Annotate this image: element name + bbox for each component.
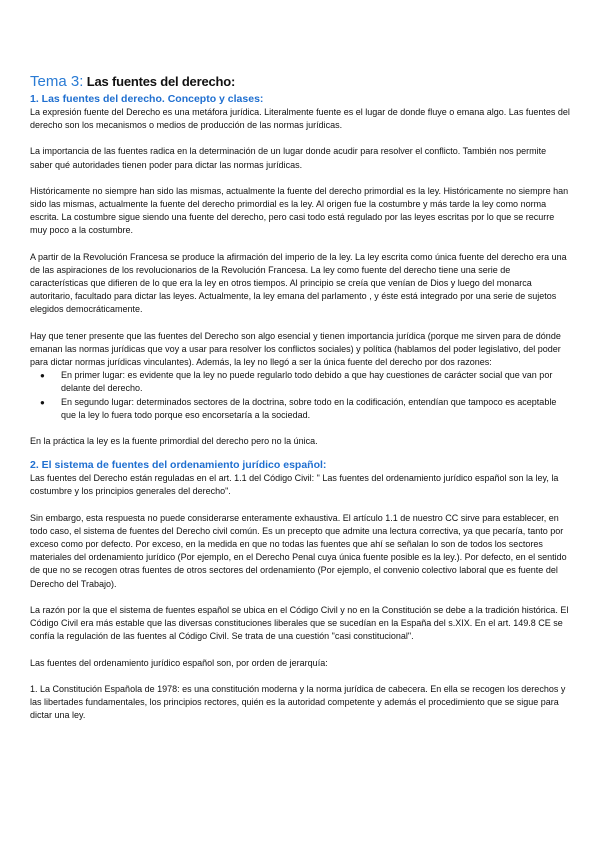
list-item — [30, 396, 570, 422]
bullet-icon: ● — [40, 371, 45, 381]
list-item-text: En segundo lugar: determinados sectores de la doctrina, sobre todo en la codificación, entendían que tampoco es aceptable que la ley lo fuera todo porque eso encorsetaría a la sociedad. — [61, 396, 557, 420]
section-1-heading: 1. Las fuentes del derecho. Concepto y clases: — [30, 93, 264, 105]
section-1-paragraph-1: La expresión fuente del Derecho es una metáfora jurídica. Literalmente fuente es el lugar de donde fluye o emana algo. Las fuentes del derecho son los mecanismos o medios de producción de las normas jurídicas. — [30, 107, 570, 131]
section-1-paragraph-3: Históricamente no siempre han sido las mismas, actualmente la fuente del derecho primordial es la ley. Históricamente no siempre han sido las mismas, actualmente la fuente del derecho primordial es la ley. Al origen fue la costumbre y más tarde la ley como norma escrita. La costumbre sigue siendo una fuente del derecho, pero casi todo está regulado por las leyes escritas por lo que se recurre muy poco a la costumbre. — [30, 185, 569, 236]
reasons-list — [30, 369, 570, 422]
page-title — [30, 72, 570, 91]
section-2-paragraph-5: 1. La Constitución Española de 1978: es una constitución moderna y la norma jurídica de cabecera. En ella se recogen los derechos y las libertades fundamentales, los principios rectores, quién es la autoridad competente y además el procedimiento que se sigue para dictar una ley. — [30, 683, 566, 721]
section-2-paragraph-4: Las fuentes del ordenamiento jurídico español son, por orden de jerarquía: — [30, 657, 328, 668]
section-2-heading: 2. El sistema de fuentes del ordenamiento jurídico español: — [30, 459, 327, 472]
bullet-icon: ● — [40, 397, 45, 407]
list-item-text: En primer lugar: es evidente que la ley no puede regularlo todo debido a que hay cuestiones de carácter social que van por delante del derecho. — [61, 370, 553, 394]
section-2-paragraph-2: Sin embargo, esta respuesta no puede considerarse enteramente exhaustiva. El artículo 1.1 de nuestro CC sirve para establecer, en todo caso, el sistema de fuentes del Derecho civil común. Es un precepto que admite una lectura correctiva, ya que pecaría, tanto por exceso como por defecto. Por exceso, en la medida en que no todas las fuentes que ahí se señalan lo son de todos los sectores materiales del ordenamiento jurídico (Por ejemplo, en el Derecho Penal cuya única fuente posible es la ley.). Por defecto, en el sentido de que no se recogen otras fuentes de otros sectores del ordenamiento (Por ejemplo, el convenio colectivo laboral que es fuente del Derecho del Trabajo). — [30, 512, 567, 589]
section-1-paragraph-4: A partir de la Revolución Francesa se produce la afirmación del imperio de la ley. La ley escrita como única fuente del derecho era una de las aspiraciones de los revolucionarios de la Revolución Francesa. La ley como fuente del derecho tiene una serie de características que difieren de lo que era la ley en otros tiempos. Al principio se creía que venían de Dios y luego del monarca autoritario, facultado para dictar las leyes. Actualmente, la ley emana del parlamento , y éste está integrado por una serie de sujetos elegidos democráticamente. — [30, 251, 567, 315]
list-item — [30, 369, 570, 395]
section-2-paragraph-1: Las fuentes del Derecho están reguladas en el art. 1.1 del Código Civil: " Las fuentes del ordenamiento jurídico español son la ley, la costumbre y los principios generales del derecho". — [30, 473, 559, 497]
section-1-paragraph-2: La importancia de las fuentes radica en la determinación de un lugar donde acudir para resolver el conflicto. También nos permite saber qué autoridades tienen poder para dictar las normas jurídicas. — [30, 146, 547, 170]
section-1-paragraph-6: En la práctica la ley es la fuente primordial del derecho pero no la única. — [30, 436, 318, 447]
section-1-paragraph-5: Hay que tener presente que las fuentes del Derecho son algo esencial y tienen importancia jurídica (porque me sirven para de dónde emanan las normas jurídicas que voy a usar para resolver los conflictos sociales) y política (hablamos del poder legislativo, del poder para dictar normas jurídicas vinculantes). Además, la ley no llegó a ser la única fuente del derecho por dos razones: — [30, 330, 561, 368]
title-text: Las fuentes del derecho: — [83, 74, 236, 89]
title-number: Tema 3: — [30, 73, 84, 90]
section-2-paragraph-3: La razón por la que el sistema de fuentes español se ubica en el Código Civil y no en la Constitución se debe a la tradición histórica. El Código Civil era más estable que las diversas constituciones liberales que se sucedían en la España del s.XIX. En el art. 149.8 CE se confía la regulación de las fuentes al Código Civil. Se trata de una cuestión "casi constitucional". — [30, 604, 569, 642]
